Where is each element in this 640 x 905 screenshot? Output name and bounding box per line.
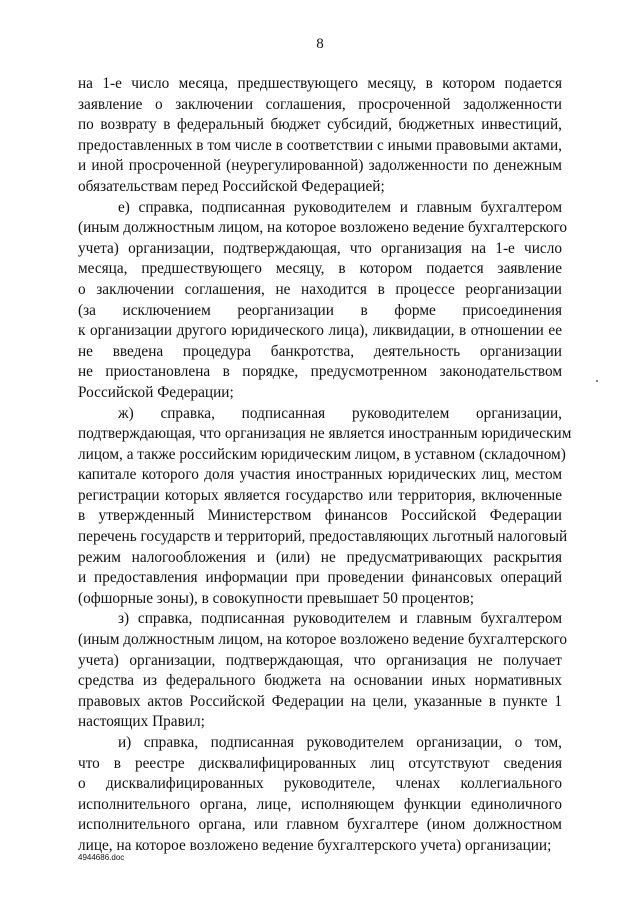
paragraph-e-start: е) справка, подписанная руководителем и главным бухгалтером [118, 198, 562, 216]
text-line: не введена процедура банкротства, деятельность организации [78, 342, 562, 360]
text-line: предоставленных в том числе в соответствии с иными правовыми актами, [78, 136, 562, 154]
text-line: о заключении соглашения, не находится в процессе реорганизации [78, 280, 562, 298]
paragraph-zh-start: ж) справка, подписанная руководителем организации, [118, 404, 562, 422]
text-line: (офшорные зоны), в совокупности превышает 50 процентов; [78, 589, 474, 607]
text-line: заявление о заключении соглашения, просроченной задолженности [78, 95, 562, 113]
file-reference: 4944686.doc [78, 853, 125, 862]
page-number: 8 [316, 36, 324, 52]
text-line: (за исключением реорганизации в форме присоединения [78, 301, 562, 319]
text-line: учета) организации, подтверждающая, что организация на 1-е число [78, 239, 562, 257]
text-line: по возврату в федеральный бюджет субсидий, бюджетных инвестиций, [78, 116, 562, 134]
text-line: регистрации которых является государство или территория, включенные [78, 486, 562, 504]
text-line: (иным должностным лицом, на которое возложено ведение бухгалтерского [78, 631, 568, 649]
text-line: (иным должностным лицом, на которое возложено ведение бухгалтерского [78, 219, 568, 237]
document-body [78, 74, 572, 857]
text-line: подтверждающая, что организация не является иностранным юридическим [78, 425, 572, 443]
text-line: правовых актов Российской Федерации на цели, указанные в пункте 1 [78, 692, 562, 710]
text-line: средства из федерального бюджета на основании иных нормативных [78, 672, 562, 690]
text-line: о дисквалифицированных руководителе, членах коллегиального [78, 775, 562, 793]
text-line: к организации другого юридического лица), ликвидации, в отношении ее [78, 322, 562, 340]
text-line: обязательствам перед Российской Федерацией; [78, 177, 385, 195]
text-line: исполнительного органа, или главном бухгалтере (ином должностном [78, 816, 562, 834]
text-line: настоящих Правил; [78, 713, 205, 731]
text-line: в утвержденный Министерством финансов Российской Федерации [78, 507, 562, 525]
text-line: Российской Федерации; [78, 383, 234, 401]
scan-artifact-dot [596, 380, 598, 382]
text-line: лице, на которое возложено ведение бухгалтерского учета) организации; [78, 836, 552, 854]
text-line: перечень государств и территорий, предоставляющих льготный налоговый [78, 528, 568, 546]
text-line: не приостановлена в порядке, предусмотренном законодательством [78, 363, 562, 381]
paragraph-z-start: з) справка, подписанная руководителем и главным бухгалтером [118, 610, 562, 628]
text-line: на 1-е число месяца, предшествующего месяцу, в котором подается [78, 75, 562, 92]
text-line: что в реестре дисквалифицированных лиц отсутствуют сведения [78, 754, 562, 772]
text-line: и иной просроченной (неурегулированной) задолженности по денежным [78, 157, 562, 175]
text-line: исполнительного органа, лице, исполняющем функции единоличного [78, 795, 562, 813]
text-line: капитале которого доля участия иностранных юридических лиц, местом [78, 466, 562, 484]
text-line: и предоставления информации при проведении финансовых операций [78, 569, 562, 587]
text-line: месяца, предшествующего месяцу, в котором подается заявление [78, 260, 562, 278]
text-line: учета) организации, подтверждающая, что организация не получает [78, 651, 562, 669]
text-line: лицом, а также российским юридическим лицом, в уставном (складочном) [78, 445, 566, 463]
text-line: режим налогообложения и (или) не предусматривающих раскрытия [78, 548, 562, 566]
paragraph-i-start: и) справка, подписанная руководителем организации, о том, [118, 734, 562, 751]
